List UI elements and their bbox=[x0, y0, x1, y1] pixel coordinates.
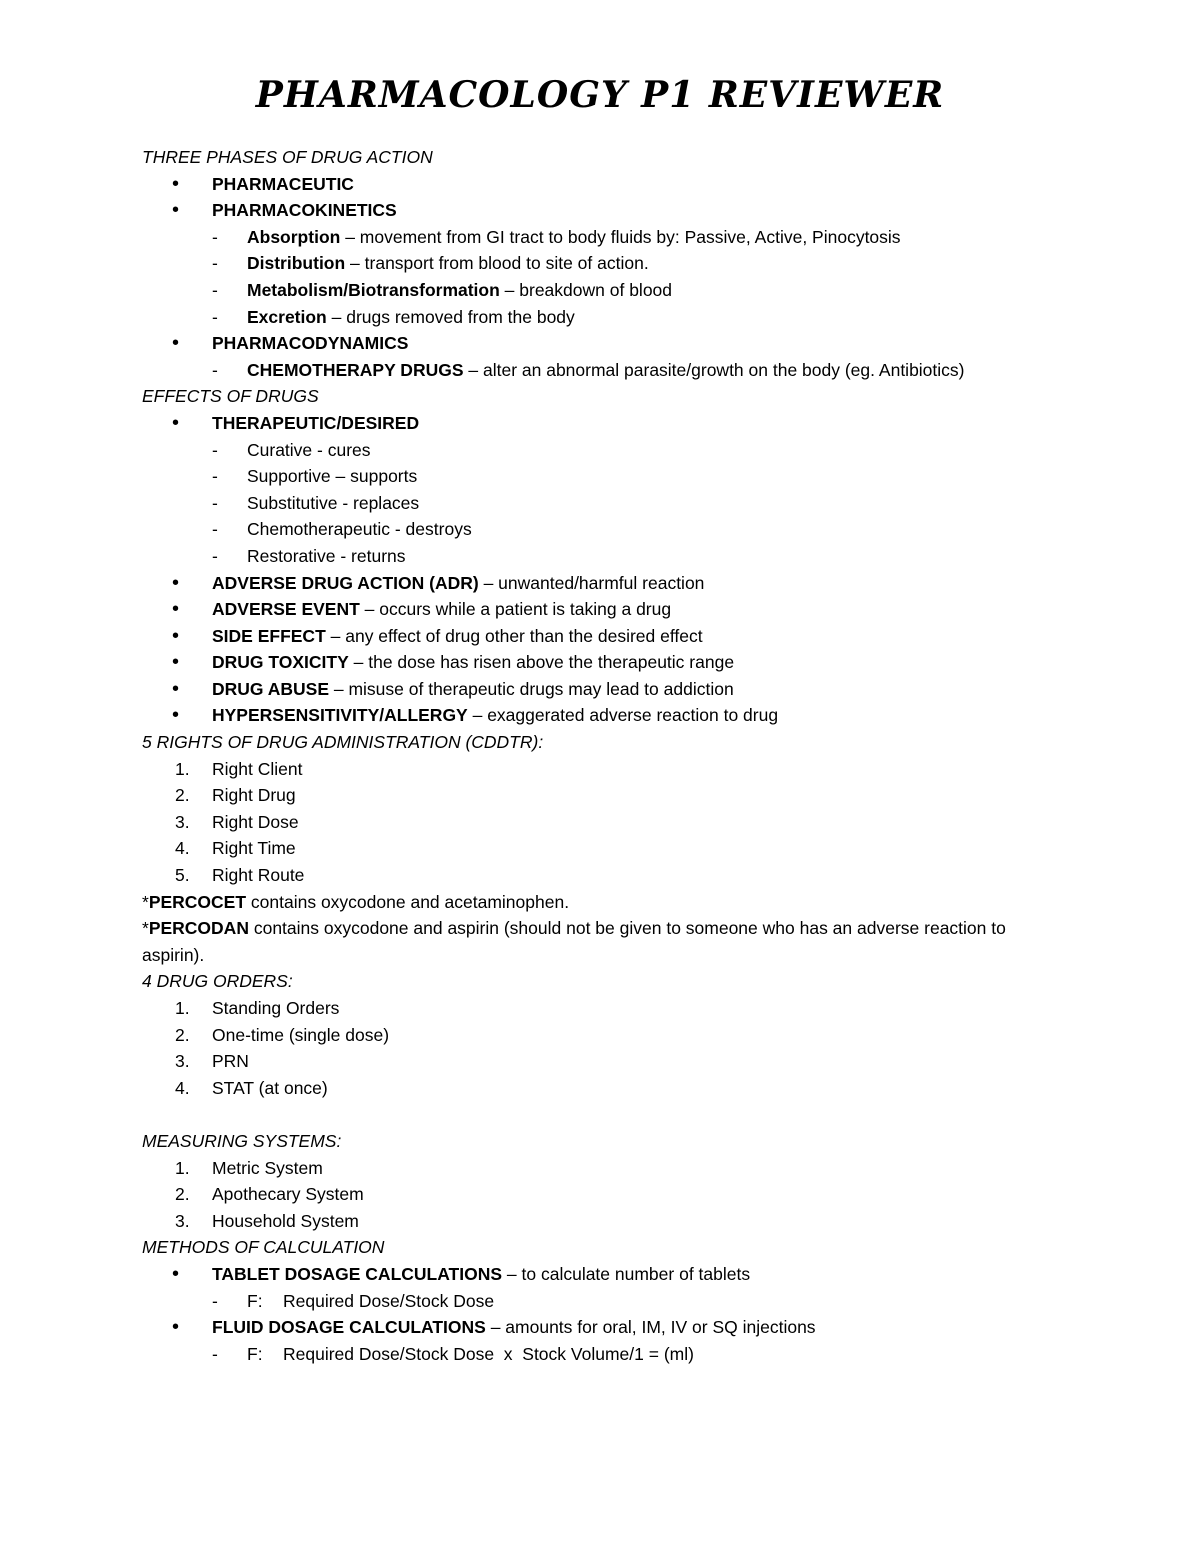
bullet-item: • THERAPEUTIC/DESIRED bbox=[142, 410, 1142, 437]
bullet-item: • HYPERSENSITIVITY/ALLERGY – exaggerated adverse reaction to drug bbox=[142, 702, 1142, 729]
dash-item: - Chemotherapeutic - destroys bbox=[142, 516, 1142, 543]
numbered-item: 1. Metric System bbox=[175, 1157, 323, 1178]
bullet-item: • DRUG ABUSE – misuse of therapeutic drugs may lead to addiction bbox=[142, 676, 1142, 703]
dash-item: - Substitutive - replaces bbox=[142, 490, 1142, 517]
bullet-item: • PHARMACODYNAMICS bbox=[142, 330, 1142, 357]
numbered-item: 2. Apothecary System bbox=[175, 1184, 364, 1205]
dash-item: - Curative - cures bbox=[142, 437, 1142, 464]
dash-item: - Metabolism/Biotransformation – breakdown of blood bbox=[142, 277, 1142, 304]
bullet-item: • FLUID DOSAGE CALCULATIONS – amounts for oral, IM, IV or SQ injections bbox=[142, 1314, 1142, 1341]
bullet-item: • PHARMACOKINETICS bbox=[142, 197, 1142, 224]
dash-item: - Absorption – movement from GI tract to body fluids by: Passive, Active, Pinocytosis bbox=[142, 224, 1142, 251]
dash-item: - Distribution – transport from blood to site of action. bbox=[142, 250, 1142, 277]
note-percodan: *PERCODAN contains oxycodone and aspirin (should not be given to someone who has an adverse reaction to aspirin). bbox=[142, 918, 1006, 965]
numbered-item: 2. One-time (single dose) bbox=[175, 1024, 390, 1045]
note-percocet: *PERCOCET contains oxycodone and acetaminophen. bbox=[142, 891, 570, 912]
bullet-item: • ADVERSE EVENT – occurs while a patient is taking a drug bbox=[142, 596, 1142, 623]
formula-tablet: - F: Required Dose/Stock Dose bbox=[142, 1288, 1142, 1315]
numbered-item: 4. STAT (at once) bbox=[175, 1077, 328, 1098]
section-heading-effects: EFFECTS OF DRUGS bbox=[142, 386, 319, 407]
dash-item: - CHEMOTHERAPY DRUGS – alter an abnormal parasite/growth on the body (eg. Antibiotics) bbox=[142, 357, 1142, 384]
bullet-item: • ADVERSE DRUG ACTION (ADR) – unwanted/harmful reaction bbox=[142, 570, 1142, 597]
section-heading-phases: THREE PHASES OF DRUG ACTION bbox=[142, 147, 433, 167]
document-body bbox=[142, 144, 1142, 1367]
numbered-item: 1. Right Client bbox=[175, 758, 303, 779]
numbered-item: 4. Right Time bbox=[175, 838, 296, 859]
bullet-item: • PHARMACEUTIC bbox=[142, 171, 1142, 198]
numbered-item: 1. Standing Orders bbox=[175, 998, 340, 1018]
dash-item: - Excretion – drugs removed from the body bbox=[142, 304, 1142, 331]
page-title: PHARMACOLOGY P1 REVIEWER bbox=[255, 74, 945, 116]
formula-fluid: - F: Required Dose/Stock Dose x Stock Volume/1 = (ml) bbox=[142, 1341, 1142, 1368]
numbered-item: 2. Right Drug bbox=[175, 785, 296, 806]
bullet-item: • DRUG TOXICITY – the dose has risen above the therapeutic range bbox=[142, 649, 1142, 676]
numbered-item: 3. Household System bbox=[175, 1210, 359, 1231]
bullet-item: • TABLET DOSAGE CALCULATIONS – to calculate number of tablets bbox=[142, 1261, 1142, 1288]
section-heading-orders: 4 DRUG ORDERS: bbox=[142, 971, 293, 992]
section-heading-measuring: MEASURING SYSTEMS: bbox=[142, 1130, 342, 1151]
bullet-item: • SIDE EFFECT – any effect of drug other than the desired effect bbox=[142, 623, 1142, 650]
numbered-item: 5. Right Route bbox=[175, 865, 305, 886]
section-heading-rights: 5 RIGHTS OF DRUG ADMINISTRATION (CDDTR): bbox=[142, 732, 544, 753]
spacer bbox=[142, 1101, 1142, 1128]
dash-item: - Restorative - returns bbox=[142, 543, 1142, 570]
numbered-item: 3. Right Dose bbox=[175, 811, 299, 832]
dash-item: - Supportive – supports bbox=[142, 463, 1142, 490]
numbered-item: 3. PRN bbox=[175, 1051, 249, 1072]
section-heading-methods: METHODS OF CALCULATION bbox=[142, 1237, 385, 1258]
